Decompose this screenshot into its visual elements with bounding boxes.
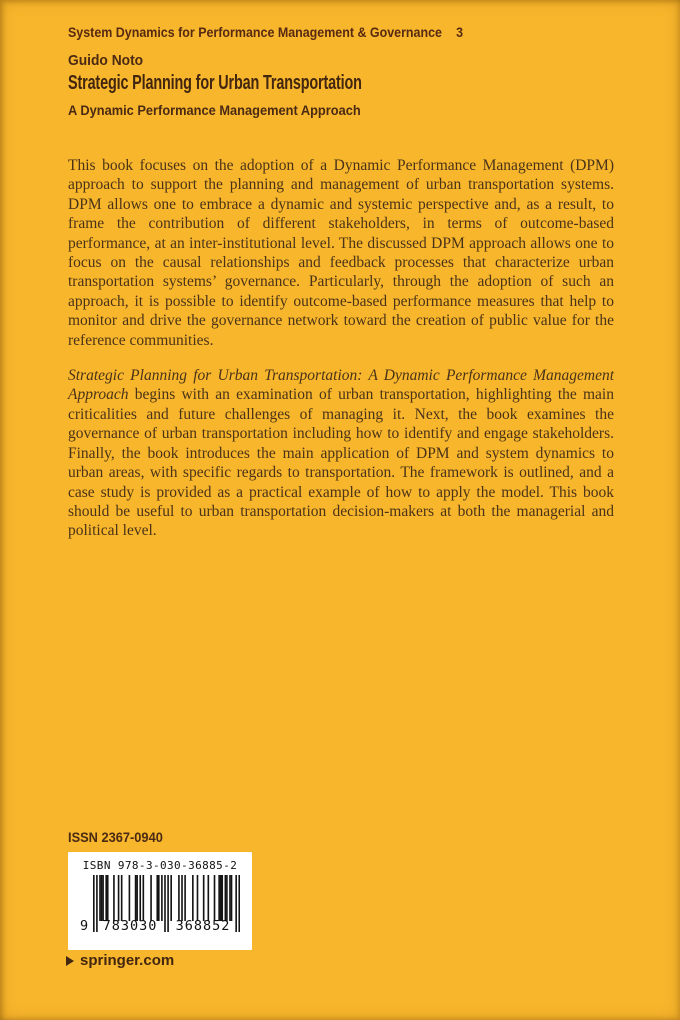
barcode-area xyxy=(80,875,240,935)
author-name: Guido Noto xyxy=(68,52,144,69)
publisher-website-label: springer.com xyxy=(80,952,175,969)
blurb-paragraph-1: This book focuses on the adoption of a Dynamic Performance Management (DPM) approach to support the planning and management of urban transportation systems. DPM allows one to embrace a dynamic and systemic perspective and, as a result, to frame the contribution of different stakeholders, in terms of outcome-based performance, at an inter-institutional level. The discussed DPM approach allows one to focus on the causal relationships and feedback processes that characterize urban transportation systems’ governance. Particularly, through the adoption of such an approach, it is possible to identify outcome-based performance measures that help to monitor and drive the governance network toward the creation of public value for the reference communities. xyxy=(68,157,614,349)
barcode-digit-group2: 368852 xyxy=(175,918,231,934)
publisher-website xyxy=(66,952,174,969)
book-title: Strategic Planning for Urban Transportation xyxy=(68,72,362,94)
barcode-digit-first: 9 xyxy=(80,918,90,934)
isbn-label: ISBN 978-3-030-36885-2 xyxy=(82,859,238,872)
blurb-paragraph-2-rest: begins with an examination of urban transportation, highlighting the main criticalities and future challenges of managing it. Next, the book examines the governance of urban transportation including how to identify and engage stakeholders. Finally, the book introduces the main application of DPM and system dynamics to urban areas, with specific regards to transportation. The framework is outlined, and a case study is provided as a practical example of how to apply the model. This book should be useful to urban transportation decision-makers at both the managerial and political level. xyxy=(68,386,614,540)
series-title xyxy=(68,24,463,40)
springer-arrow-icon xyxy=(66,956,74,966)
isbn-barcode-panel xyxy=(68,852,252,950)
series-volume-number: 3 xyxy=(456,24,464,40)
book-subtitle: A Dynamic Performance Management Approach xyxy=(68,103,361,118)
blurb-paragraph-2 xyxy=(68,366,614,541)
series-title-text: System Dynamics for Performance Management & Governance xyxy=(68,24,442,40)
issn-label: ISSN 2367-0940 xyxy=(68,830,163,845)
barcode-digit-group1: 783030 xyxy=(102,918,158,934)
blurb-paragraph-2-italic-title: Strategic Planning for Urban Transportation: A Dynamic Performance Management Approach xyxy=(68,367,614,404)
back-cover-blurb xyxy=(68,156,614,541)
